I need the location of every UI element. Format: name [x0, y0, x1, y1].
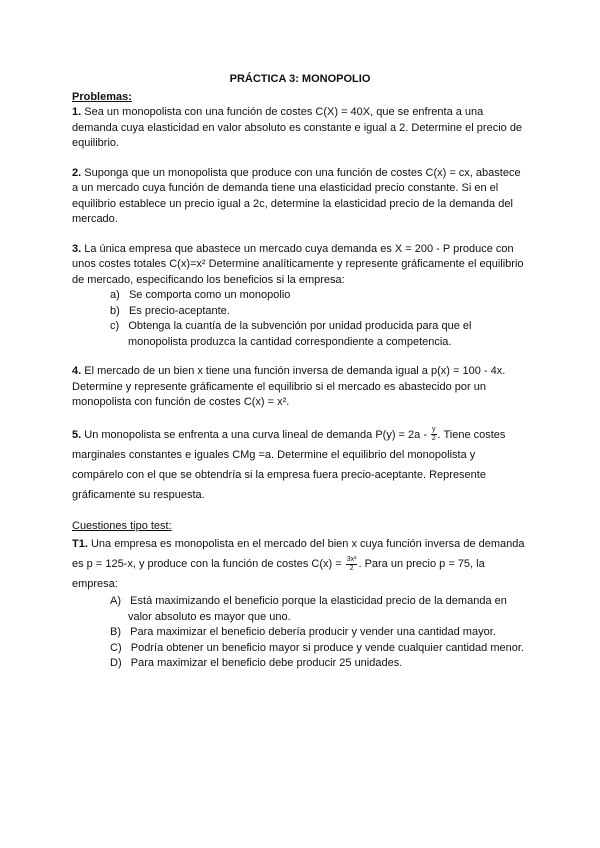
test-question-1 [72, 534, 528, 672]
problem-text-continued: . Tiene costes marginales constantes e iguales CMg =a. Determine el equilibrio del monopolista y compárelo con el que se obtendría si la empresa fuera precio-aceptante. Represente gráficamente su respuesta. [72, 428, 506, 501]
page-title: PRÁCTICA 3: MONOPOLIO [229, 73, 371, 85]
problem-number: 2. [72, 166, 82, 179]
problem-text: Suponga que un monopolista que produce con una función de costes C(x) = cx, abastece a un mercado cuya función de demanda tiene una elasticidad precio constante. Si en el equilibrio establece un precio igual a 2c, determine la elasticidad precio de la demanda del mercado. [72, 166, 521, 225]
question-text-continued: . Para un precio p = 75, la empresa: [72, 558, 485, 590]
problem-4 [72, 364, 528, 411]
answer-option: B) Para maximizar el beneficio debería producir y vender una cantidad mayor. [110, 626, 496, 638]
question-number: T1. [72, 538, 88, 550]
problems-heading: Problemas: [72, 90, 132, 103]
fraction: $\frac{\text{3x²}}{2}$ [346, 555, 357, 572]
problem-1 [72, 105, 528, 152]
question-text: Una empresa es monopolista en el mercado del bien x cuya función inversa de demanda es p = 125-x, y produce con la función de costes C(x) = [72, 538, 525, 570]
problem-3 [72, 242, 528, 351]
answer-option: A) Está maximizando el beneficio porque la elasticidad precio de la demanda en valor absoluto es mayor que uno. [110, 595, 507, 623]
problem-number: 3. [72, 242, 82, 255]
problem-number: 5. [72, 428, 82, 441]
problem-5 [72, 425, 528, 505]
answer-option: D) Para maximizar el beneficio debe producir 25 unidades. [110, 657, 403, 669]
list-item: c) Obtenga la cuantía de la subvención por unidad producida para que el monopolista produzca la cantidad correspondiente a competencia. [110, 320, 472, 348]
test-heading: Cuestiones tipo test: [72, 519, 172, 532]
problem-number: 1. [72, 106, 82, 118]
answer-option: C) Podría obtener un beneficio mayor si produce y vende cualquier cantidad menor. [110, 641, 524, 654]
problem-2 [72, 166, 528, 228]
problem-text: El mercado de un bien x tiene una función inversa de demanda igual a p(x) = 100 - 4x. Determine y represente gráficamente el equilibrio si el mercado es abastecido por un monopolista con función de costes C(x) = x². [72, 365, 506, 408]
problem-text: Un monopolista se enfrenta a una curva lineal de demanda P(y) = 2a - [84, 428, 427, 441]
list-item: b) Es precio-aceptante. [110, 304, 230, 317]
problem-text: Sea un monopolista con una función de costes C(X) = 40X, que se enfrenta a una demanda cuya elasticidad en valor absoluto es constante e igual a 2. Determine el precio de equilibrio. [72, 106, 523, 149]
fraction: $\frac{y}{2}$ [431, 426, 436, 443]
problem-text: La única empresa que abastece un mercado cuya demanda es X = 200 - P produce con unos costes totales C(x)=x² Determine analíticamente y represente gráficamente el equilibrio de mercado, especificando los beneficios si la empresa: [72, 242, 524, 286]
problem-number: 4. [72, 365, 82, 377]
list-item: a) Se comporta como un monopolio [110, 289, 291, 301]
